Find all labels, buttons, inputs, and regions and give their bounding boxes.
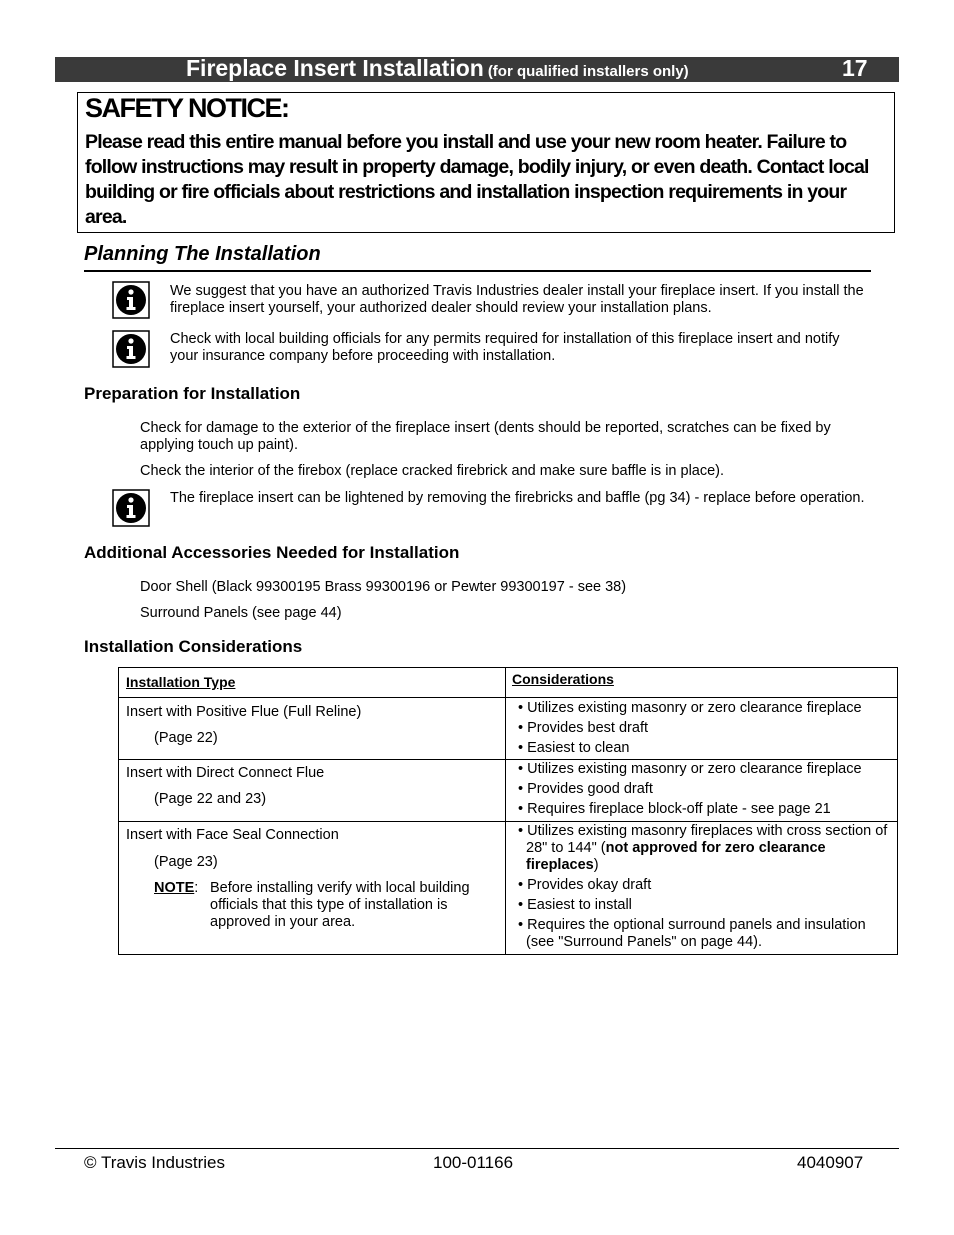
considerations-list <box>506 822 897 951</box>
footer-date-code: 4040907 <box>797 1153 864 1172</box>
preparation-interior-text: Check the interior of the firebox (replace cracked firebrick and make sure baffle is in place). <box>140 463 725 479</box>
footer-document-number: 100-01166 <box>433 1153 514 1172</box>
column-header-considerations: Considerations <box>512 671 614 687</box>
accessories-heading: Additional Accessories Needed for Installation <box>84 543 460 562</box>
table-cell-considerations <box>506 760 898 822</box>
safety-notice-title: SAFETY NOTICE: <box>85 93 289 123</box>
considerations-table <box>118 667 898 955</box>
table-cell-considerations <box>506 822 898 955</box>
preparation-heading: Preparation for Installation <box>84 384 301 403</box>
page-title <box>186 55 689 82</box>
installation-type-page: (Page 23) <box>154 854 218 870</box>
table-header-cell <box>119 668 506 698</box>
safety-notice-box <box>77 92 895 233</box>
planning-note-dealer: We suggest that you have an authorized Travis Industries dealer install your fireplace insert. If you install the fireplace insert yourself, your authorized dealer should review your installation plans. <box>170 283 864 316</box>
info-icon <box>112 281 150 319</box>
footer-copyright: © Travis Industries <box>84 1153 226 1172</box>
accessory-surround-panels: Surround Panels (see page 44) <box>140 605 342 621</box>
installation-note <box>119 871 505 931</box>
table-cell-type <box>119 698 506 760</box>
safety-notice-text: Please read this entire manual before you install and use your new room heater. Failure to follow instructions may result in property damage, bodily injury, or even death. Contact local building or fire officials about restrictions and installation inspection requirements in your area. <box>85 131 869 228</box>
section-divider <box>84 270 871 272</box>
footer-divider <box>55 1148 899 1149</box>
table-cell-type <box>119 760 506 822</box>
bullet-text-end: ) <box>593 857 599 873</box>
list-item: • Provides good draft <box>512 781 893 798</box>
installation-type-label: Insert with Positive Flue (Full Reline) <box>126 704 362 720</box>
info-icon <box>112 489 150 527</box>
list-item: • Provides best draft <box>512 720 893 737</box>
list-item: • Requires fireplace block-off plate - see page 21 <box>512 801 893 818</box>
page-number: 17 <box>842 55 868 81</box>
column-header-installation-type: Installation Type <box>126 674 236 690</box>
table-row <box>119 698 898 760</box>
list-item: • Requires the optional surround panels and insulation (see "Surround Panels" on page 44). <box>512 917 893 951</box>
considerations-list <box>506 760 897 818</box>
table-header-row <box>119 668 898 698</box>
considerations-heading: Installation Considerations <box>84 637 303 656</box>
page-header-bar <box>55 57 899 82</box>
note-text: Before installing verify with local building officials that this type of installation is approved in your area. <box>210 880 470 930</box>
installation-type-label: Insert with Face Seal Connection <box>126 827 339 843</box>
table-header-cell <box>506 668 898 698</box>
considerations-list <box>506 698 897 757</box>
planning-note-permits: Check with local building officials for any permits required for installation of this fireplace insert and notify your insurance company before proceeding with installation. <box>170 331 840 364</box>
table-row <box>119 760 898 822</box>
list-item: • Utilizes existing masonry or zero clearance fireplace <box>512 700 893 717</box>
page-title-text: Fireplace Insert Installation <box>186 55 484 81</box>
bullet-emphasis: not approved for zero clearance fireplaces <box>526 840 826 873</box>
table-cell-type <box>119 822 506 955</box>
list-item <box>512 823 893 874</box>
table-cell-considerations <box>506 698 898 760</box>
info-icon <box>112 330 150 368</box>
list-item: • Easiest to clean <box>512 740 893 757</box>
preparation-note-lighten: The fireplace insert can be lightened by removing the firebricks and baffle (pg 34) - replace before operation. <box>170 490 865 506</box>
note-label-wrap: NOTE: <box>154 880 199 896</box>
bullet-text: Utilizes existing masonry fireplaces with cross section of 28" to 144" ( <box>526 823 888 856</box>
list-item: • Provides okay draft <box>512 877 893 894</box>
preparation-exterior-text: Check for damage to the exterior of the fireplace insert (dents should be reported, scratches can be fixed by applying touch up paint). <box>140 420 831 453</box>
planning-heading: Planning The Installation <box>84 243 321 265</box>
list-item: • Utilizes existing masonry or zero clearance fireplace <box>512 761 893 778</box>
installation-type-page: (Page 22 and 23) <box>154 791 267 807</box>
note-label: NOTE <box>154 880 195 896</box>
list-item: • Easiest to install <box>512 897 893 914</box>
accessory-door-shell: Door Shell (Black 99300195 Brass 99300196 or Pewter 99300197 - see 38) <box>140 579 627 595</box>
installation-type-page: (Page 22) <box>154 730 218 746</box>
table-row <box>119 822 898 955</box>
page-subtitle: (for qualified installers only) <box>487 63 689 80</box>
installation-type-label: Insert with Direct Connect Flue <box>126 765 325 781</box>
